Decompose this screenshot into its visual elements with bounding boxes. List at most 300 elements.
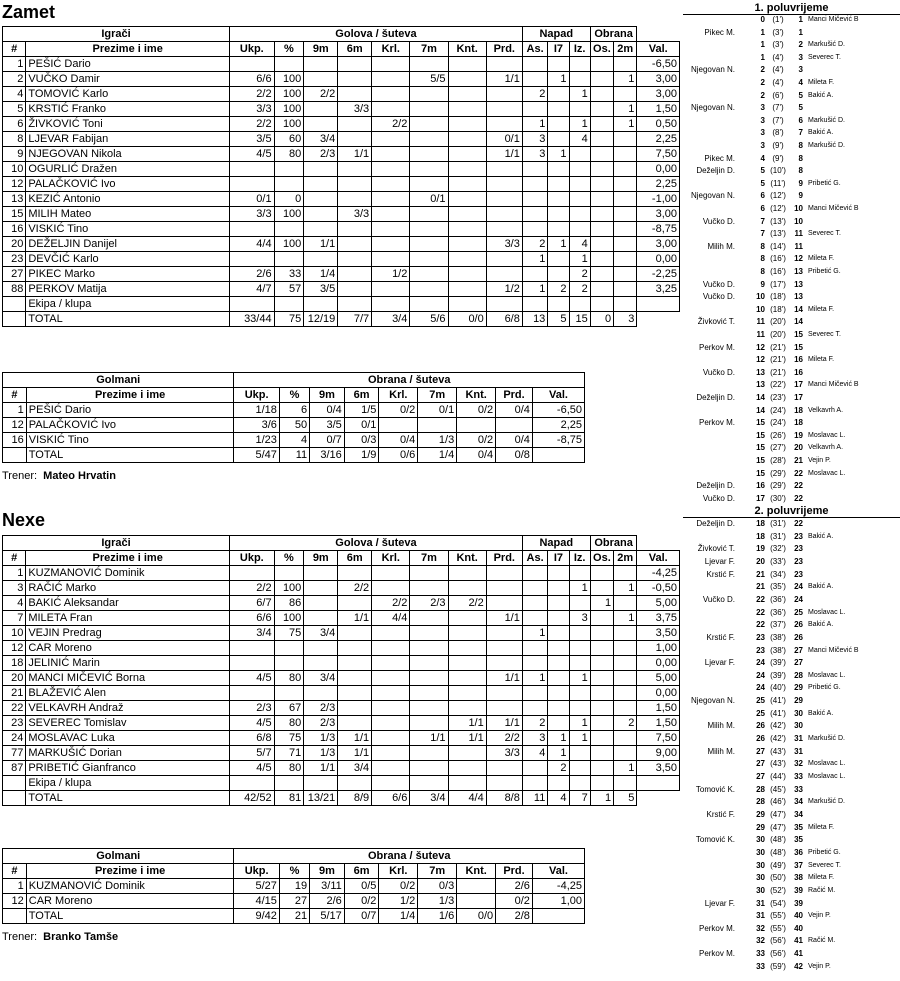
stat-cell [372, 641, 410, 656]
home-scorer: Perkov M. [698, 418, 735, 428]
home-score: 12 [756, 342, 765, 352]
home-score: 1 [760, 27, 765, 37]
player-stats-table [2, 535, 680, 806]
stat-cell [486, 626, 522, 641]
stat-cell: 2 [522, 237, 547, 252]
stat-cell [304, 57, 338, 72]
timeline-event [683, 217, 900, 227]
timeline-event [683, 456, 900, 466]
stat-cell [372, 656, 410, 671]
goalkeeper-row [3, 879, 585, 894]
home-score: 27 [756, 746, 765, 756]
stat-cell: 0/7 [310, 433, 345, 448]
event-minute: (38') [770, 632, 786, 642]
player-name: CAR Moreno [26, 641, 230, 656]
event-minute: (56') [770, 949, 786, 959]
home-score: 1 [760, 52, 765, 62]
stat-cell: 1/1 [338, 746, 372, 761]
stat-cell: 1 [569, 716, 590, 731]
player-row [3, 117, 680, 132]
event-minute: (21') [770, 355, 786, 365]
away-score: 35 [794, 835, 803, 845]
event-minute: (35') [770, 582, 786, 592]
stat-cell [614, 746, 637, 761]
home-scorer: Vučko D. [702, 493, 735, 503]
stat-cell: 67 [274, 701, 304, 716]
stat-cell: 2/2 [372, 117, 410, 132]
stat-cell [304, 641, 338, 656]
home-score: 15 [756, 456, 765, 465]
home-score: 11 [756, 330, 765, 339]
stat-cell: 80 [274, 716, 304, 731]
stat-cell: 2/2 [230, 87, 275, 102]
stat-cell: 15 [3, 207, 26, 222]
home-score: 18 [756, 531, 765, 541]
stat-cell [569, 701, 590, 716]
stat-cell: 2,25 [532, 418, 584, 433]
player-row [3, 252, 680, 267]
player-name: MANCI MIČEVIĆ Borna [26, 671, 230, 686]
column-header-num: # [3, 551, 26, 566]
home-scorer: Deželjin D. [696, 166, 735, 176]
away-score: 33 [794, 784, 803, 794]
stat-cell: 1 [522, 671, 547, 686]
stat-cell: 6/6 [230, 72, 275, 87]
stat-cell [590, 162, 613, 177]
column-header-ukp: Ukp. [230, 551, 275, 566]
event-minute: (7') [772, 103, 784, 113]
stat-cell: 0/1 [418, 403, 457, 418]
stat-cell [410, 566, 448, 581]
stat-cell [457, 879, 496, 894]
column-header-name: Prezime i ime [26, 388, 234, 403]
stat-cell: 12 [3, 641, 26, 656]
stat-cell [590, 731, 613, 746]
stat-cell [569, 566, 590, 581]
stat-cell [522, 222, 547, 237]
event-minute: (29') [770, 468, 786, 478]
stat-cell [614, 177, 637, 192]
home-score: 31 [756, 911, 765, 921]
away-score: 14 [794, 304, 803, 314]
stat-cell: 5,00 [637, 596, 680, 611]
stat-cell [590, 252, 613, 267]
stat-cell [410, 626, 448, 641]
stat-cell: 3,00 [637, 72, 680, 87]
home-score: 30 [756, 873, 765, 883]
timeline-event [683, 911, 900, 921]
goalkeeper-name: CAR Moreno [26, 894, 234, 909]
stat-cell: 4 [3, 596, 26, 611]
timeline-event [683, 292, 900, 302]
stat-cell [569, 596, 590, 611]
stat-cell [590, 177, 613, 192]
event-minute: (12') [770, 191, 786, 201]
away-score: 36 [794, 847, 803, 857]
stat-cell: 4 [3, 87, 26, 102]
stat-cell: 27 [279, 894, 309, 909]
stat-cell [338, 252, 372, 267]
home-score: 13 [756, 380, 765, 390]
stat-cell: 4/5 [230, 671, 275, 686]
away-score: 5 [798, 90, 803, 100]
stat-cell: 4 [569, 237, 590, 252]
player-name: VISKIĆ Tino [26, 222, 230, 237]
stat-cell [548, 192, 569, 207]
home-score: 27 [756, 759, 765, 769]
goalkeeper-row [3, 418, 585, 433]
home-score: 24 [756, 683, 765, 693]
player-name: ŽIVKOVIĆ Toni [26, 117, 230, 132]
stat-cell: 0/1 [410, 192, 448, 207]
away-score: 23 [794, 556, 803, 566]
stat-cell [448, 87, 486, 102]
timeline-event [683, 721, 900, 731]
blank-cell [3, 776, 26, 791]
column-header-os: Os. [590, 42, 613, 57]
event-minute: (13') [770, 216, 786, 226]
stat-cell: 100 [274, 87, 304, 102]
away-scorer: Pribetić G. [808, 684, 841, 692]
stat-cell [590, 686, 613, 701]
stat-cell [590, 776, 613, 791]
away-scorer: Mileta F. [808, 255, 835, 263]
away-score: 23 [794, 544, 803, 554]
event-minute: (38') [770, 645, 786, 655]
timeline-event [683, 229, 900, 239]
stat-cell [448, 237, 486, 252]
stat-cell [590, 102, 613, 117]
stat-cell: 2 [569, 267, 590, 282]
total-cell: 1 [590, 791, 613, 806]
header-row [3, 551, 680, 566]
column-header-m7: 7m [418, 864, 457, 879]
player-name: VEJIN Predrag [26, 626, 230, 641]
timeline-event [683, 343, 900, 353]
away-score: 23 [794, 531, 803, 541]
home-score: 7 [760, 216, 765, 226]
player-row [3, 566, 680, 581]
stat-cell [304, 117, 338, 132]
stat-cell [410, 87, 448, 102]
away-score: 27 [794, 645, 803, 655]
event-minute: (39') [770, 670, 786, 680]
stat-cell [486, 162, 522, 177]
goalkeeper-row [3, 894, 585, 909]
away-score: 6 [798, 115, 803, 125]
total-label: TOTAL [26, 909, 234, 924]
column-header-prd: Prd. [496, 864, 533, 879]
player-name: VUČKO Damir [26, 72, 230, 87]
total-cell: 1/9 [344, 448, 379, 463]
away-scorer: Mileta F. [808, 305, 835, 313]
column-header-prd: Prd. [496, 388, 533, 403]
player-row [3, 626, 680, 641]
stat-cell: 3,25 [637, 282, 680, 297]
home-score: 20 [756, 556, 765, 566]
timeline-event [683, 103, 900, 113]
stat-cell [548, 267, 569, 282]
home-score: 1 [760, 40, 765, 50]
stat-cell [569, 656, 590, 671]
player-name: BAKIĆ Aleksandar [26, 596, 230, 611]
timeline-event [683, 191, 900, 201]
stat-cell: 1/1 [338, 147, 372, 162]
stat-cell: 5/27 [234, 879, 279, 894]
stat-cell: 3,50 [637, 626, 680, 641]
player-row [3, 267, 680, 282]
stat-cell: 10 [3, 162, 26, 177]
stat-cell [274, 252, 304, 267]
column-header-m6: 6m [344, 864, 379, 879]
away-score: 10 [794, 204, 803, 213]
event-minute: (13') [770, 229, 786, 239]
stat-cell: 16 [3, 222, 26, 237]
stat-cell: 2 [614, 716, 637, 731]
away-score: 26 [794, 620, 803, 630]
home-score: 15 [756, 418, 765, 428]
stat-cell: 2 [548, 282, 569, 297]
stat-cell [522, 641, 547, 656]
event-minute: (49') [770, 860, 786, 870]
stat-cell: -8,75 [637, 222, 680, 237]
stat-cell [522, 686, 547, 701]
column-header-prd: Prd. [486, 42, 522, 57]
stat-cell [372, 581, 410, 596]
event-minute: (30') [770, 493, 786, 503]
timeline-event [683, 544, 900, 554]
stat-cell [372, 282, 410, 297]
player-name: JELINIĆ Marin [26, 656, 230, 671]
away-score: 23 [794, 569, 803, 579]
stat-cell [274, 177, 304, 192]
player-name: PALAČKOVIĆ Ivo [26, 177, 230, 192]
away-score: 24 [794, 582, 803, 592]
stat-cell: 100 [274, 117, 304, 132]
stat-cell: 3 [522, 147, 547, 162]
stat-cell [410, 761, 448, 776]
stat-cell [486, 267, 522, 282]
stat-cell [372, 671, 410, 686]
stat-cell: 1 [3, 57, 26, 72]
home-score: 10 [756, 292, 765, 302]
timeline-event [683, 671, 900, 681]
stat-cell [304, 102, 338, 117]
stat-cell [274, 162, 304, 177]
stat-cell [274, 222, 304, 237]
away-score: 18 [794, 405, 803, 415]
home-scorer: Krstić F. [706, 632, 735, 642]
home-scorer: Ljevar F. [704, 556, 735, 566]
stat-cell [590, 72, 613, 87]
stat-cell: 3/4 [304, 132, 338, 147]
stat-cell [304, 566, 338, 581]
stat-cell: 3 [3, 581, 26, 596]
stat-cell [614, 671, 637, 686]
stat-cell: 100 [274, 581, 304, 596]
stat-cell [372, 102, 410, 117]
stat-cell [569, 102, 590, 117]
timeline-event [683, 633, 900, 643]
stat-cell [304, 252, 338, 267]
home-score: 29 [756, 822, 765, 832]
stat-cell: 19 [279, 879, 309, 894]
attack-group-header: Napad [522, 27, 590, 42]
player-name: KRSTIĆ Franko [26, 102, 230, 117]
home-scorer: Živković T. [697, 317, 735, 327]
stat-cell [448, 761, 486, 776]
player-row [3, 686, 680, 701]
timeline-event [683, 582, 900, 592]
away-scorer: Moslavac L. [808, 773, 846, 780]
stat-cell [372, 177, 410, 192]
away-scorer: Mileta F. [808, 79, 835, 86]
total-cell: 0/4 [457, 448, 496, 463]
stat-cell [486, 192, 522, 207]
player-name: BLAŽEVIĆ Alen [26, 686, 230, 701]
stat-cell [410, 671, 448, 686]
column-header-krl: Krl. [372, 551, 410, 566]
stat-cell [372, 87, 410, 102]
home-score: 2 [760, 90, 765, 100]
stat-cell [304, 207, 338, 222]
away-scorer: Manci Mičević B [808, 381, 859, 389]
stat-cell: 4 [279, 433, 309, 448]
stat-cell [614, 162, 637, 177]
stat-cell: 77 [3, 746, 26, 761]
away-scorer: Bakić A. [808, 91, 834, 99]
stat-cell [448, 566, 486, 581]
player-name: MOSLAVAC Luka [26, 731, 230, 746]
stat-cell: 2/6 [496, 879, 533, 894]
stat-cell [448, 641, 486, 656]
event-minute: (21') [770, 367, 786, 377]
stat-cell [614, 641, 637, 656]
stat-cell [548, 207, 569, 222]
stat-cell [590, 87, 613, 102]
stat-cell: -4,25 [532, 879, 584, 894]
column-header-knt: Knt. [448, 42, 486, 57]
stat-cell: 0/4 [379, 433, 418, 448]
timeline-event [683, 848, 900, 858]
away-score: 21 [794, 456, 803, 465]
stat-cell [590, 746, 613, 761]
stat-cell [590, 267, 613, 282]
total-cell: 0 [590, 312, 613, 327]
away-score: 7 [798, 128, 803, 138]
stat-cell: 2/3 [230, 701, 275, 716]
goals-group-header: Golova / šuteva [230, 27, 523, 42]
event-minute: (36') [770, 594, 786, 604]
player-row [3, 746, 680, 761]
stat-cell: 80 [274, 147, 304, 162]
stat-cell: 0/1 [344, 418, 379, 433]
away-scorer: Bakić A. [808, 709, 834, 717]
stat-cell: 1/23 [234, 433, 279, 448]
home-scorer: Perkov M. [698, 342, 735, 352]
home-score: 9 [760, 279, 765, 289]
stat-cell [230, 566, 275, 581]
stat-cell [614, 297, 637, 312]
stat-cell: 1,50 [637, 701, 680, 716]
away-scorer: Moslavac L. [808, 431, 846, 439]
stat-cell [522, 581, 547, 596]
home-score: 22 [756, 594, 765, 604]
away-score: 17 [794, 393, 803, 402]
timeline-event [683, 532, 900, 542]
column-header-knt: Knt. [457, 388, 496, 403]
stat-cell: 1/1 [486, 72, 522, 87]
stat-cell [372, 716, 410, 731]
away-scorer: Moslavac L. [808, 671, 846, 679]
away-score: 35 [794, 822, 803, 832]
stat-cell: 3,00 [637, 207, 680, 222]
home-score: 32 [756, 936, 765, 946]
timeline-event [683, 519, 900, 529]
column-header-m2: 2m [614, 42, 637, 57]
stat-cell [486, 57, 522, 72]
stat-cell: 86 [274, 596, 304, 611]
timeline-event [683, 469, 900, 479]
stat-cell [522, 207, 547, 222]
away-scorer: Moslavac L. [808, 760, 846, 768]
stat-cell: 7,50 [637, 731, 680, 746]
event-minute: (55') [770, 911, 786, 921]
stat-cell [548, 87, 569, 102]
home-score: 23 [756, 632, 765, 642]
total-cell: 21 [279, 909, 309, 924]
stat-cell: 13 [3, 192, 26, 207]
stat-cell [548, 626, 569, 641]
away-scorer: Bakić A. [808, 621, 834, 629]
column-header-ukp: Ukp. [234, 388, 279, 403]
home-score: 23 [756, 645, 765, 655]
total-cell: 13/21 [304, 791, 338, 806]
stat-cell [590, 566, 613, 581]
timeline-event [683, 709, 900, 719]
timeline-event [683, 179, 900, 189]
total-cell: 5/47 [234, 448, 279, 463]
event-minute: (18') [770, 304, 786, 314]
timeline-event [683, 823, 900, 833]
stat-cell [548, 566, 569, 581]
home-scorer: Krstić F. [706, 809, 735, 819]
goalkeeper-row [3, 403, 585, 418]
player-row [3, 87, 680, 102]
stat-cell [372, 222, 410, 237]
stat-cell [338, 192, 372, 207]
stat-cell: 3,50 [637, 761, 680, 776]
event-minute: (9') [772, 141, 784, 150]
away-scorer: Manci Mičević B [808, 16, 859, 23]
event-minute: (55') [770, 923, 786, 933]
stat-cell [230, 776, 275, 791]
stat-cell: 1 [614, 611, 637, 626]
away-score: 22 [794, 493, 803, 503]
home-score: 8 [760, 267, 765, 276]
stat-cell [614, 282, 637, 297]
stat-cell [548, 297, 569, 312]
stat-cell: 0/2 [457, 403, 496, 418]
home-score: 3 [760, 141, 765, 150]
stat-cell: 0/2 [457, 433, 496, 448]
stat-cell [522, 656, 547, 671]
column-header-as: As. [522, 42, 547, 57]
goalkeeper-name: KUZMANOVIĆ Dominik [26, 879, 234, 894]
home-scorer: Tomović K. [695, 784, 735, 794]
home-score: 32 [756, 923, 765, 933]
total-cell: 33/44 [230, 312, 275, 327]
